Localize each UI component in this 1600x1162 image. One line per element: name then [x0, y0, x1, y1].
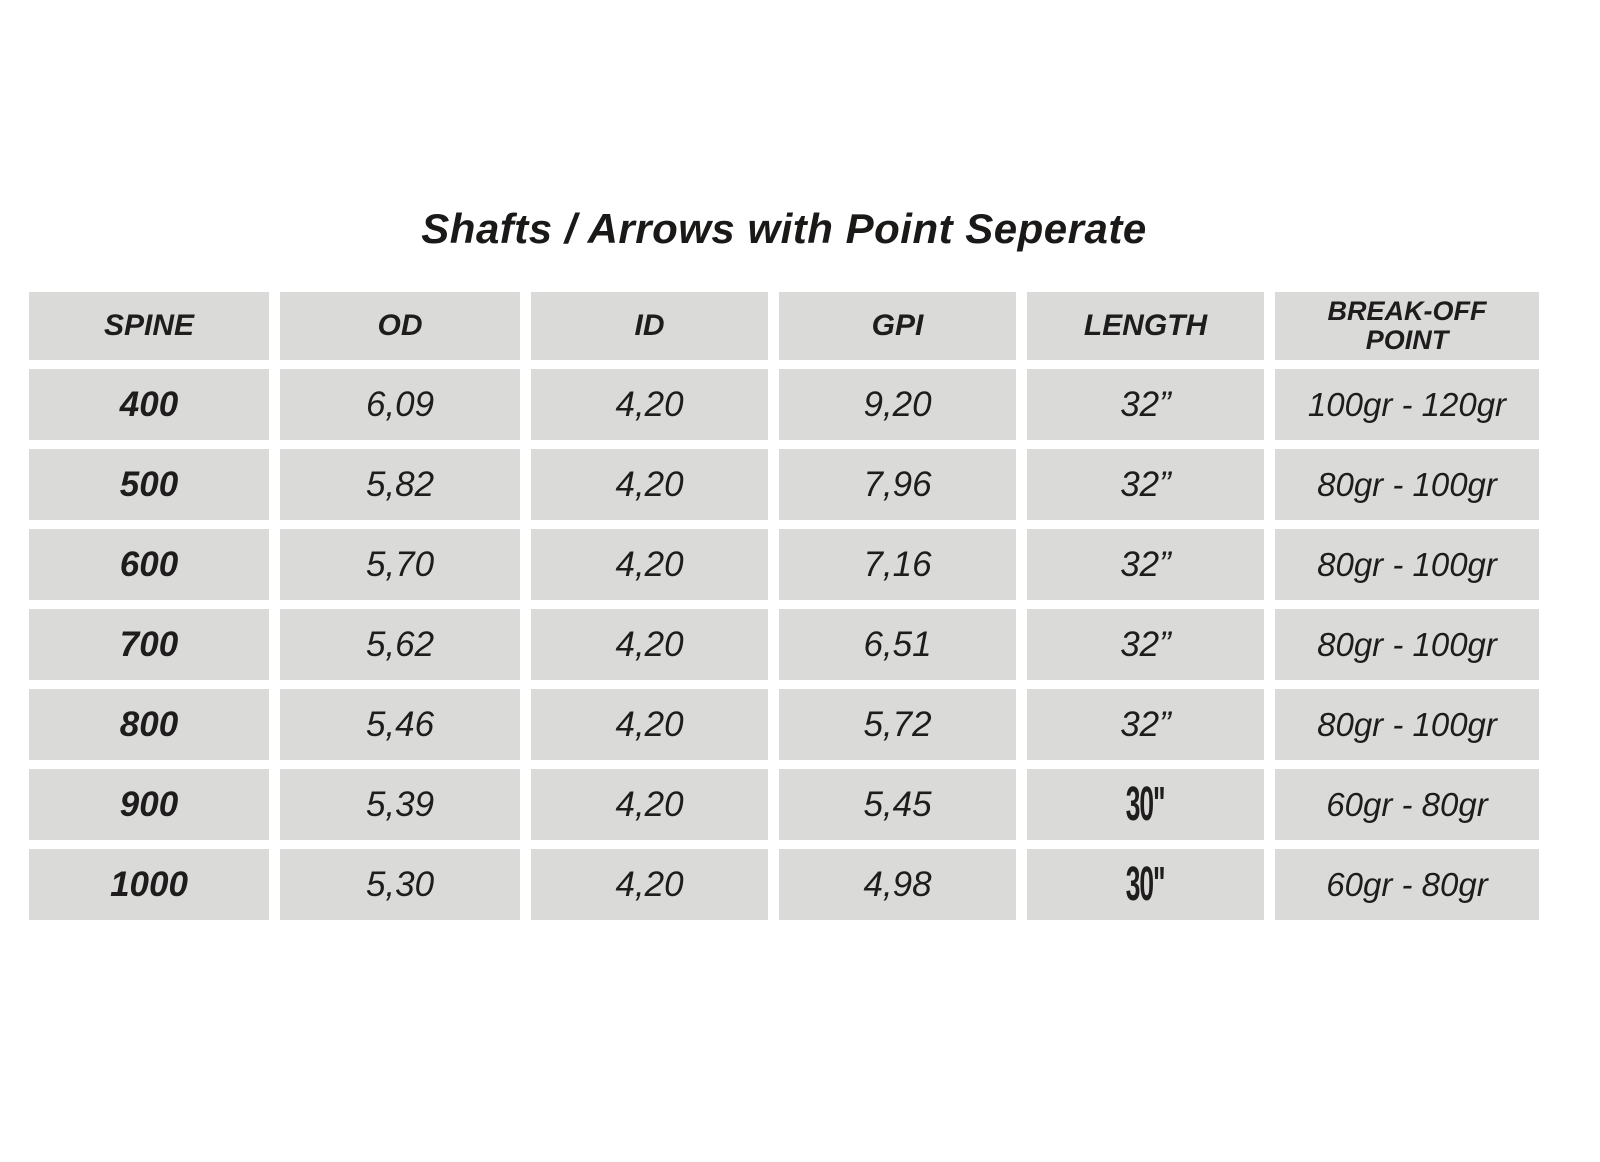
column-header-length: LENGTH — [1027, 292, 1264, 360]
od-cell: 5,30 — [280, 849, 520, 920]
breakoff-cell: 80gr - 100gr — [1275, 449, 1539, 520]
arrow-spec-table — [29, 292, 1539, 920]
column-header-spine: SPINE — [29, 292, 269, 360]
length-value: 32” — [1120, 704, 1171, 744]
od-cell: 5,39 — [280, 769, 520, 840]
spine-cell: 700 — [29, 609, 269, 680]
length-value: 32” — [1120, 544, 1171, 584]
breakoff-cell: 80gr - 100gr — [1275, 689, 1539, 760]
length-cell — [1027, 449, 1264, 520]
id-cell: 4,20 — [531, 689, 768, 760]
id-cell: 4,20 — [531, 369, 768, 440]
length-value: 32” — [1120, 464, 1171, 504]
spine-cell: 500 — [29, 449, 269, 520]
od-cell: 5,46 — [280, 689, 520, 760]
spine-cell: 800 — [29, 689, 269, 760]
column-header-id: ID — [531, 292, 768, 360]
od-cell: 5,82 — [280, 449, 520, 520]
length-cell — [1027, 689, 1264, 760]
length-cell — [1027, 609, 1264, 680]
spine-cell: 1000 — [29, 849, 269, 920]
length-cell — [1027, 849, 1264, 920]
breakoff-cell: 80gr - 100gr — [1275, 609, 1539, 680]
od-cell: 5,70 — [280, 529, 520, 600]
spine-cell: 900 — [29, 769, 269, 840]
page-title: Shafts / Arrows with Point Seperate — [421, 205, 1147, 252]
gpi-cell: 5,72 — [779, 689, 1016, 760]
id-cell: 4,20 — [531, 529, 768, 600]
gpi-cell: 7,16 — [779, 529, 1016, 600]
od-cell: 5,62 — [280, 609, 520, 680]
id-cell: 4,20 — [531, 449, 768, 520]
id-cell: 4,20 — [531, 849, 768, 920]
gpi-cell: 4,98 — [779, 849, 1016, 920]
length-value: 30" — [1126, 858, 1165, 911]
gpi-cell: 7,96 — [779, 449, 1016, 520]
id-cell: 4,20 — [531, 769, 768, 840]
length-cell — [1027, 529, 1264, 600]
spine-cell: 600 — [29, 529, 269, 600]
breakoff-cell: 60gr - 80gr — [1275, 849, 1539, 920]
od-cell: 6,09 — [280, 369, 520, 440]
length-value: 32” — [1120, 384, 1171, 424]
breakoff-cell: 80gr - 100gr — [1275, 529, 1539, 600]
spine-cell: 400 — [29, 369, 269, 440]
gpi-cell: 5,45 — [779, 769, 1016, 840]
column-header-breakoff: BREAK-OFF POINT — [1275, 292, 1539, 360]
length-value: 30" — [1126, 778, 1165, 831]
length-value: 32” — [1120, 624, 1171, 664]
column-header-gpi: GPI — [779, 292, 1016, 360]
length-cell — [1027, 369, 1264, 440]
gpi-cell: 9,20 — [779, 369, 1016, 440]
id-cell: 4,20 — [531, 609, 768, 680]
breakoff-cell: 100gr - 120gr — [1275, 369, 1539, 440]
breakoff-cell: 60gr - 80gr — [1275, 769, 1539, 840]
column-header-od: OD — [280, 292, 520, 360]
length-cell — [1027, 769, 1264, 840]
gpi-cell: 6,51 — [779, 609, 1016, 680]
